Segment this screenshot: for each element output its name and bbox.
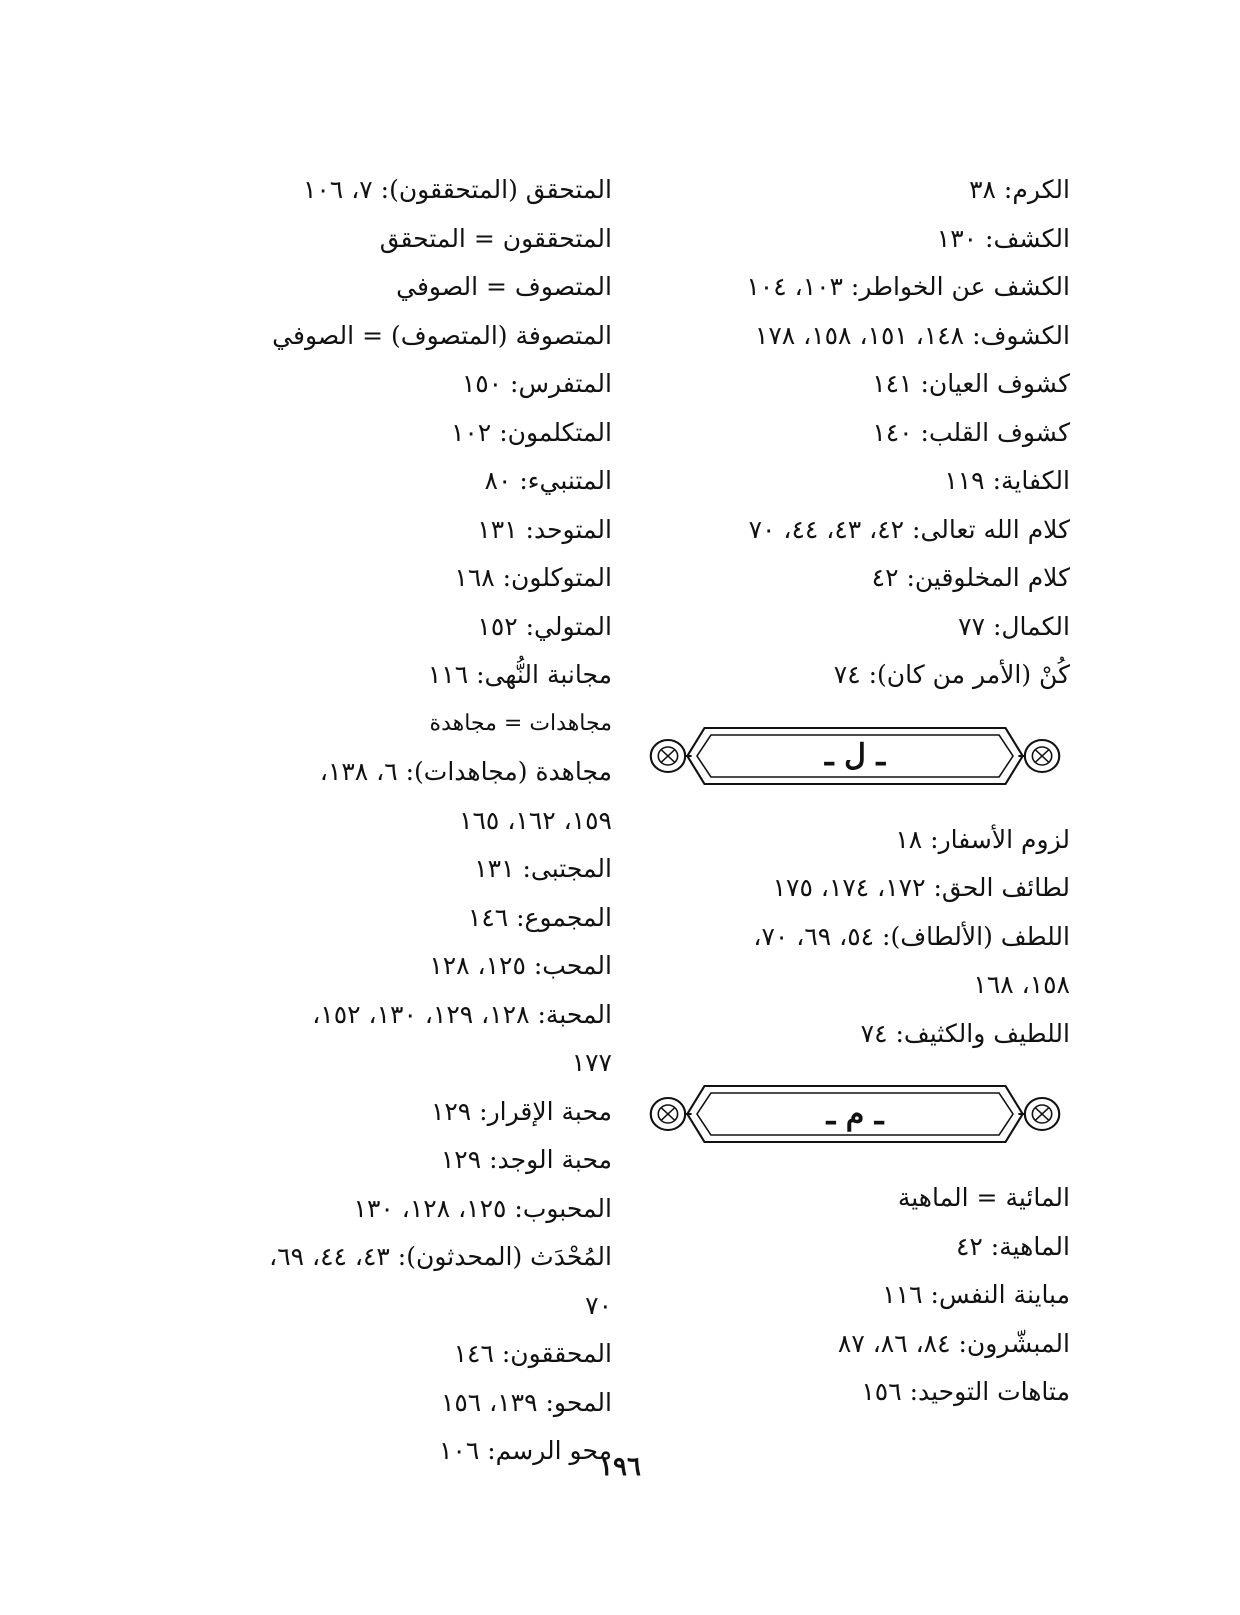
section-letter: ـ م ـ [826,1096,884,1132]
index-entry: الكرم: ٣٨ [969,175,1070,204]
index-entry: المحبة: ١٢٨، ١٢٩، ١٣٠، ١٥٢، [312,999,612,1029]
index-entry: محبة الإقرار: ١٢٩ [430,1096,612,1126]
index-entry: اللطيف والكثيف: ٧٤ [860,1018,1070,1048]
index-entry: الكشف عن الخواطر: ١٠٣، ١٠٤ [746,272,1070,301]
index-entry: اللطف (الألطاف): ٥٤، ٦٩، ٧٠، [753,921,1070,951]
index-entry: كلام الله تعالى: ٤٢، ٤٣، ٤٤، ٧٠ [748,514,1070,544]
index-entry: كُنْ (الأمر من كان): ٧٤ [833,660,1070,689]
index-entry: المحو: ١٣٩، ١٥٦ [440,1387,612,1417]
index-entry: كشوف القلب: ١٤٠ [872,417,1070,447]
section-header-lam [640,708,1070,804]
index-entry: المائية = الماهية [897,1183,1070,1212]
index-entry: الكشف: ١٣٠ [936,223,1070,253]
index-entry: لزوم الأسفار: ١٨ [895,824,1070,854]
index-entry: المجتبى: ١٣١ [474,854,612,883]
index-entry: المجموع: ١٤٦ [467,902,612,932]
index-entry: المبشّرون: ٨٤، ٨٦، ٨٧ [837,1328,1070,1358]
section-letter: ـ ل ـ [824,738,886,773]
index-entry: الكمال: ٧٧ [958,611,1070,641]
index-entry: المتوكلون: ١٦٨ [454,563,612,592]
left-index-column [172,166,612,1476]
page-number: ١٩٦ [599,1452,641,1482]
index-entry: المحبوب: ١٢٥، ١٢٨، ١٣٠ [353,1193,612,1223]
index-entry: المتوحد: ١٣١ [477,514,612,544]
index-entry: الكفاية: ١١٩ [944,466,1070,495]
index-entry: محو الرسم: ١٠٦ [439,1436,612,1465]
index-entry: المحققون: ١٤٦ [453,1339,612,1368]
index-entry: كشوف العيان: ١٤١ [872,369,1070,398]
index-entry: كلام المخلوقين: ٤٢ [871,563,1070,592]
index-entry: لطائف الحق: ١٧٢، ١٧٤، ١٧٥ [772,873,1070,902]
index-entry: المتولي: ١٥٢ [477,611,612,641]
index-entry: مجانبة النُّهى: ١١٦ [427,660,612,689]
index-entry: المُحْدَث (المحدثون): ٤٣، ٤٤، ٦٩، [269,1242,612,1271]
index-entry: مجاهدة (مجاهدات): ٦، ١٣٨، [319,757,612,786]
section-header-mim [640,1066,1070,1162]
index-entry: المتصوفة (المتصوف) = الصوفي [272,320,612,350]
index-entry: الماهية: ٤٢ [956,1231,1070,1261]
right-index-column [640,166,1070,1417]
index-entry: المتفرس: ١٥٠ [461,369,612,398]
index-entry-continuation: ١٧٧ [571,1048,612,1077]
index-entry: المتصوف = الصوفي [396,272,612,301]
index-entry: المحب: ١٢٥، ١٢٨ [429,951,612,980]
index-entry: الكشوف: ١٤٨، ١٥١، ١٥٨، ١٧٨ [754,320,1070,350]
index-entry: المتحققون = المتحقق [379,223,612,253]
index-entry-continuation: ١٥٩، ١٦٢، ١٦٥ [459,805,612,835]
index-entry: المتحقق (المتحققون): ٧، ١٠٦ [302,175,612,204]
index-entry: متاهات التوحيد: ١٥٦ [861,1377,1070,1406]
index-entry: مباينة النفس: ١١٦ [882,1280,1070,1309]
index-entry-continuation: ٧٠ [585,1290,612,1320]
index-entry: مجاهدات = مجاهدة [429,710,612,736]
index-entry: المتنبيء: ٨٠ [484,466,612,495]
index-entry: محبة الوجد: ١٢٩ [440,1145,612,1174]
index-entry-continuation: ١٥٨، ١٦٨ [973,970,1070,999]
index-entry: المتكلمون: ١٠٢ [450,417,612,447]
